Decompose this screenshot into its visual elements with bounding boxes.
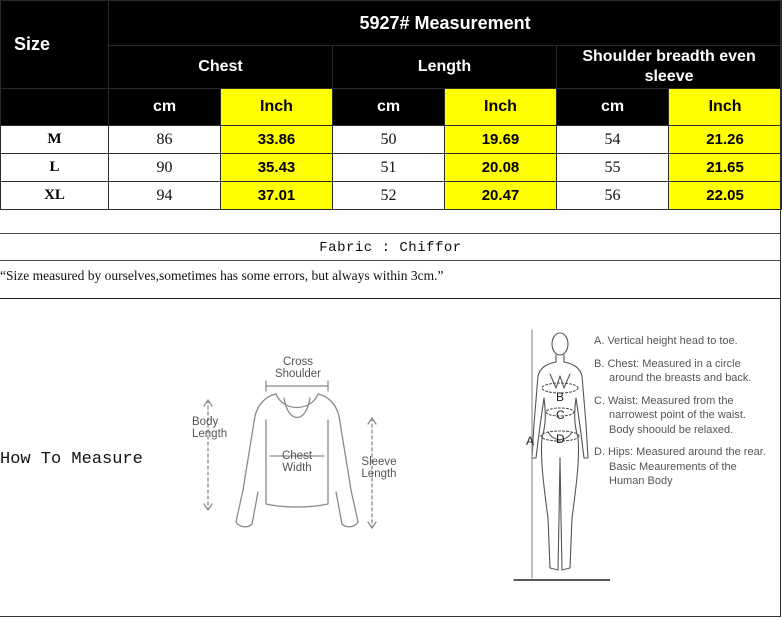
letter-a: A <box>526 434 535 448</box>
size-header-spacer <box>1 89 109 126</box>
value-cell: 20.47 <box>445 182 557 210</box>
value-cell: 20.08 <box>445 154 557 182</box>
chest-header: Chest <box>109 46 333 89</box>
length-header: Length <box>333 46 557 89</box>
unit-header: Inch <box>669 89 782 126</box>
value-cell: 94 <box>109 182 221 210</box>
sleeve-length-label: Sleeve Length <box>361 456 397 480</box>
unit-header: Inch <box>445 89 557 126</box>
value-cell: 51 <box>333 154 445 182</box>
table-row <box>1 154 782 182</box>
measurement-legend <box>594 334 774 497</box>
size-chart-table <box>0 0 782 210</box>
unit-header: cm <box>333 89 445 126</box>
chest-width-label: Chest Width <box>281 450 313 474</box>
value-cell: 21.26 <box>669 126 782 154</box>
unit-header: cm <box>109 89 221 126</box>
size-cell: L <box>1 154 109 182</box>
legend-item: D. Hips: Measured around the rear. Basic Meaurements of the Human Body <box>594 446 766 487</box>
value-cell: 52 <box>333 182 445 210</box>
table-title: 5927# Measurement <box>109 1 782 46</box>
sweater-diagram <box>188 350 406 540</box>
value-cell: 90 <box>109 154 221 182</box>
table-row <box>1 182 782 210</box>
measurement-note: “Size measured by ourselves,sometimes has some errors, but always within 3cm.” <box>0 268 444 283</box>
body-length-label: Body Length <box>192 416 228 440</box>
legend-item: B. Chest: Measured in a circle around the breasts and back. <box>594 357 752 384</box>
value-cell: 37.01 <box>221 182 333 210</box>
value-cell: 86 <box>109 126 221 154</box>
letter-d: D <box>556 432 565 446</box>
value-cell: 55 <box>557 154 669 182</box>
size-header: Size <box>1 1 109 89</box>
size-cell: XL <box>1 182 109 210</box>
shoulder-header: Shoulder breadth even sleeve <box>557 46 782 89</box>
frame-border <box>0 616 781 617</box>
value-cell: 21.65 <box>669 154 782 182</box>
fabric-text: Fabric : Chiffor <box>319 240 462 256</box>
value-cell: 35.43 <box>221 154 333 182</box>
frame-border <box>780 0 781 617</box>
unit-header: Inch <box>221 89 333 126</box>
value-cell: 33.86 <box>221 126 333 154</box>
cross-shoulder-label: Cross Shoulder <box>274 356 322 380</box>
divider <box>0 260 781 261</box>
legend-item: A. Vertical height head to toe. <box>594 335 738 347</box>
value-cell: 54 <box>557 126 669 154</box>
letter-c: C <box>556 408 565 422</box>
divider <box>0 233 781 234</box>
divider <box>0 298 781 299</box>
value-cell: 56 <box>557 182 669 210</box>
how-to-measure-label: How To Measure <box>0 450 143 469</box>
value-cell: 22.05 <box>669 182 782 210</box>
table-row <box>1 126 782 154</box>
value-cell: 50 <box>333 126 445 154</box>
size-cell: M <box>1 126 109 154</box>
value-cell: 19.69 <box>445 126 557 154</box>
legend-item: C. Waist: Measured from the narrowest point of the waist. Body shoould be relaxed. <box>594 394 746 436</box>
letter-b: B <box>556 390 565 404</box>
unit-header: cm <box>557 89 669 126</box>
